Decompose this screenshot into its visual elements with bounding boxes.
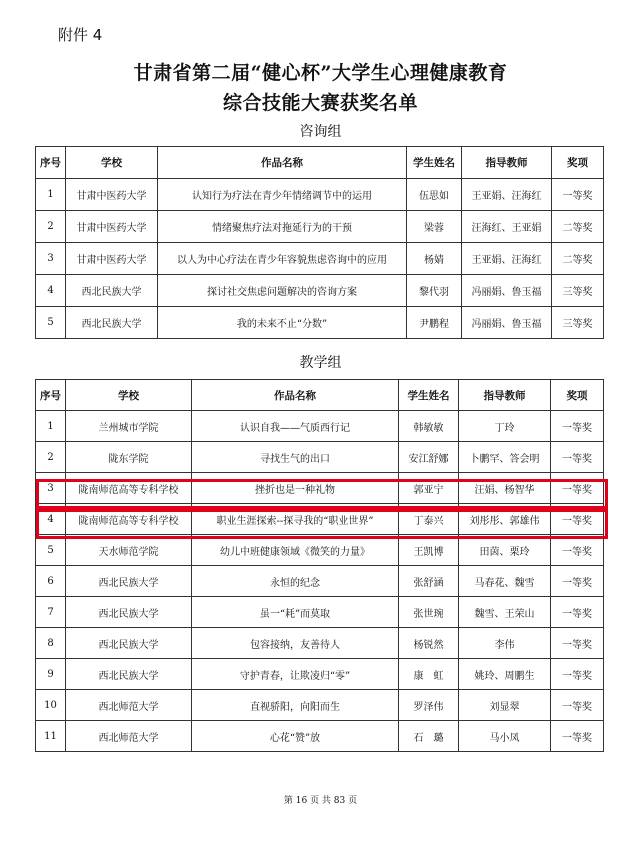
cell-school: 西北师范大学	[66, 690, 192, 721]
cell-student: 康 虹	[399, 659, 459, 690]
cell-award: 一等奖	[551, 535, 604, 566]
table-row	[36, 243, 604, 275]
cell-work-title: 职业生涯探索--探寻我的“职业世界”	[192, 504, 399, 535]
cell-student: 韩敏敏	[399, 411, 459, 442]
table-row	[36, 566, 604, 597]
cell-advisor: 马春花、魏雪	[459, 566, 551, 597]
document-title: 甘肃省第二届“健心杯”大学生心理健康教育	[133, 62, 508, 84]
cell-award: 二等奖	[552, 211, 604, 243]
cell-work-title: 虽一“耗”而莫取	[192, 597, 399, 628]
cell-award: 一等奖	[551, 690, 604, 721]
table-row	[36, 628, 604, 659]
cell-work-title: 寻找生气的出口	[192, 442, 399, 473]
document-subtitle: 综合技能大赛获奖名单	[222, 92, 418, 114]
cell-advisor: 李伟	[459, 628, 551, 659]
col-header-student: 学生姓名	[407, 147, 462, 179]
cell-advisor: 刘彤彤、郭雄伟	[459, 504, 551, 535]
cell-advisor: 魏雪、王荣山	[459, 597, 551, 628]
page-footer: 第 16 页 共 83 页	[283, 796, 358, 806]
cell-index: 4	[36, 275, 66, 307]
cell-student: 黎代羽	[407, 275, 462, 307]
consult-group-table	[35, 146, 604, 339]
cell-school: 陇南师范高等专科学校	[66, 473, 192, 504]
teaching-group-table	[35, 379, 604, 752]
cell-student: 尹鹏程	[407, 307, 462, 339]
cell-student: 郭亚宁	[399, 473, 459, 504]
cell-award: 一等奖	[551, 473, 604, 504]
cell-work-title: 认识自我——气质西行记	[192, 411, 399, 442]
table-header-row	[36, 147, 604, 179]
cell-student: 梁蓉	[407, 211, 462, 243]
cell-student: 张世琬	[399, 597, 459, 628]
cell-advisor: 田茵、栗玲	[459, 535, 551, 566]
table-row	[36, 504, 604, 535]
cell-index: 1	[36, 411, 66, 442]
cell-index: 7	[36, 597, 66, 628]
cell-index: 11	[36, 721, 66, 752]
table-row	[36, 721, 604, 752]
cell-school: 天水师范学院	[66, 535, 192, 566]
cell-award: 三等奖	[552, 275, 604, 307]
cell-student: 丁泰兴	[399, 504, 459, 535]
cell-index: 9	[36, 659, 66, 690]
cell-work-title: 以人为中心疗法在青少年容貌焦虑咨询中的应用	[158, 243, 407, 275]
teaching-group-heading: 教学组	[299, 355, 342, 371]
cell-award: 一等奖	[551, 597, 604, 628]
col-header-school: 学校	[66, 147, 158, 179]
table-row	[36, 411, 604, 442]
cell-award: 二等奖	[552, 243, 604, 275]
cell-work-title: 情绪聚焦疗法对拖延行为的干预	[158, 211, 407, 243]
table-row	[36, 179, 604, 211]
table-header-row	[36, 380, 604, 411]
cell-work-title: 守护青春，让欺凌归“零”	[192, 659, 399, 690]
cell-advisor: 丁玲	[459, 411, 551, 442]
cell-school: 陇东学院	[66, 442, 192, 473]
table-row	[36, 473, 604, 504]
col-header-award: 奖项	[551, 380, 604, 411]
cell-student: 王凯博	[399, 535, 459, 566]
cell-index: 8	[36, 628, 66, 659]
cell-school: 陇南师范高等专科学校	[66, 504, 192, 535]
cell-award: 一等奖	[551, 566, 604, 597]
col-header-work-title: 作品名称	[192, 380, 399, 411]
cell-school: 西北民族大学	[66, 628, 192, 659]
cell-school: 西北民族大学	[66, 275, 158, 307]
teaching-group-rows	[36, 411, 604, 752]
table-row	[36, 535, 604, 566]
cell-award: 一等奖	[551, 442, 604, 473]
cell-index: 1	[36, 179, 66, 211]
cell-advisor: 王亚娟、汪海红	[462, 243, 552, 275]
cell-work-title: 认知行为疗法在青少年情绪调节中的运用	[158, 179, 407, 211]
cell-student: 杨锐然	[399, 628, 459, 659]
table-row	[36, 659, 604, 690]
consult-group-rows	[36, 179, 604, 339]
cell-award: 一等奖	[551, 628, 604, 659]
cell-student: 张舒涵	[399, 566, 459, 597]
cell-work-title: 探讨社交焦虑问题解决的咨询方案	[158, 275, 407, 307]
cell-work-title: 幼儿中班健康领域《微笑的力量》	[192, 535, 399, 566]
col-header-advisor: 指导教师	[459, 380, 551, 411]
table-row	[36, 211, 604, 243]
table-row	[36, 442, 604, 473]
cell-work-title: 挫折也是一种礼物	[192, 473, 399, 504]
cell-advisor: 汪娟、杨智华	[459, 473, 551, 504]
cell-student: 杨婧	[407, 243, 462, 275]
col-header-index: 序号	[36, 380, 66, 411]
col-header-student: 学生姓名	[399, 380, 459, 411]
cell-work-title: 我的未来不止“分数”	[158, 307, 407, 339]
cell-index: 5	[36, 307, 66, 339]
cell-award: 一等奖	[552, 179, 604, 211]
cell-advisor: 马小凤	[459, 721, 551, 752]
cell-advisor: 冯丽娟、鲁玉福	[462, 275, 552, 307]
cell-school: 甘肃中医药大学	[66, 243, 158, 275]
cell-school: 西北民族大学	[66, 597, 192, 628]
cell-index: 3	[36, 243, 66, 275]
cell-index: 2	[36, 211, 66, 243]
table-row	[36, 597, 604, 628]
cell-advisor: 姚玲、周鹏生	[459, 659, 551, 690]
cell-school: 兰州城市学院	[66, 411, 192, 442]
cell-work-title: 直视骄阳，向阳而生	[192, 690, 399, 721]
cell-advisor: 冯丽娟、鲁玉福	[462, 307, 552, 339]
cell-award: 三等奖	[552, 307, 604, 339]
cell-index: 5	[36, 535, 66, 566]
attachment-label: 附件 4	[58, 26, 103, 44]
cell-school: 甘肃中医药大学	[66, 211, 158, 243]
cell-work-title: 包容接纳，友善待人	[192, 628, 399, 659]
cell-advisor: 王亚娟、汪海红	[462, 179, 552, 211]
cell-advisor: 卜鹏罕、答会明	[459, 442, 551, 473]
col-header-award: 奖项	[552, 147, 604, 179]
cell-award: 一等奖	[551, 721, 604, 752]
cell-work-title: 心花“赞”放	[192, 721, 399, 752]
col-header-school: 学校	[66, 380, 192, 411]
cell-award: 一等奖	[551, 659, 604, 690]
cell-school: 西北民族大学	[66, 659, 192, 690]
cell-school: 西北师范大学	[66, 721, 192, 752]
col-header-index: 序号	[36, 147, 66, 179]
cell-index: 2	[36, 442, 66, 473]
cell-student: 伍思如	[407, 179, 462, 211]
cell-advisor: 汪海红、王亚娟	[462, 211, 552, 243]
cell-work-title: 永恒的纪念	[192, 566, 399, 597]
table-row	[36, 307, 604, 339]
consult-group-heading: 咨询组	[299, 124, 342, 140]
table-row	[36, 275, 604, 307]
table-row	[36, 690, 604, 721]
cell-index: 4	[36, 504, 66, 535]
cell-school: 西北民族大学	[66, 566, 192, 597]
cell-school: 甘肃中医药大学	[66, 179, 158, 211]
cell-school: 西北民族大学	[66, 307, 158, 339]
col-header-work-title: 作品名称	[158, 147, 407, 179]
cell-student: 安江舒娜	[399, 442, 459, 473]
col-header-advisor: 指导教师	[462, 147, 552, 179]
cell-award: 一等奖	[551, 411, 604, 442]
cell-index: 3	[36, 473, 66, 504]
cell-advisor: 刘显翠	[459, 690, 551, 721]
cell-student: 罗泽伟	[399, 690, 459, 721]
cell-index: 6	[36, 566, 66, 597]
cell-award: 一等奖	[551, 504, 604, 535]
cell-student: 石 璐	[399, 721, 459, 752]
cell-index: 10	[36, 690, 66, 721]
